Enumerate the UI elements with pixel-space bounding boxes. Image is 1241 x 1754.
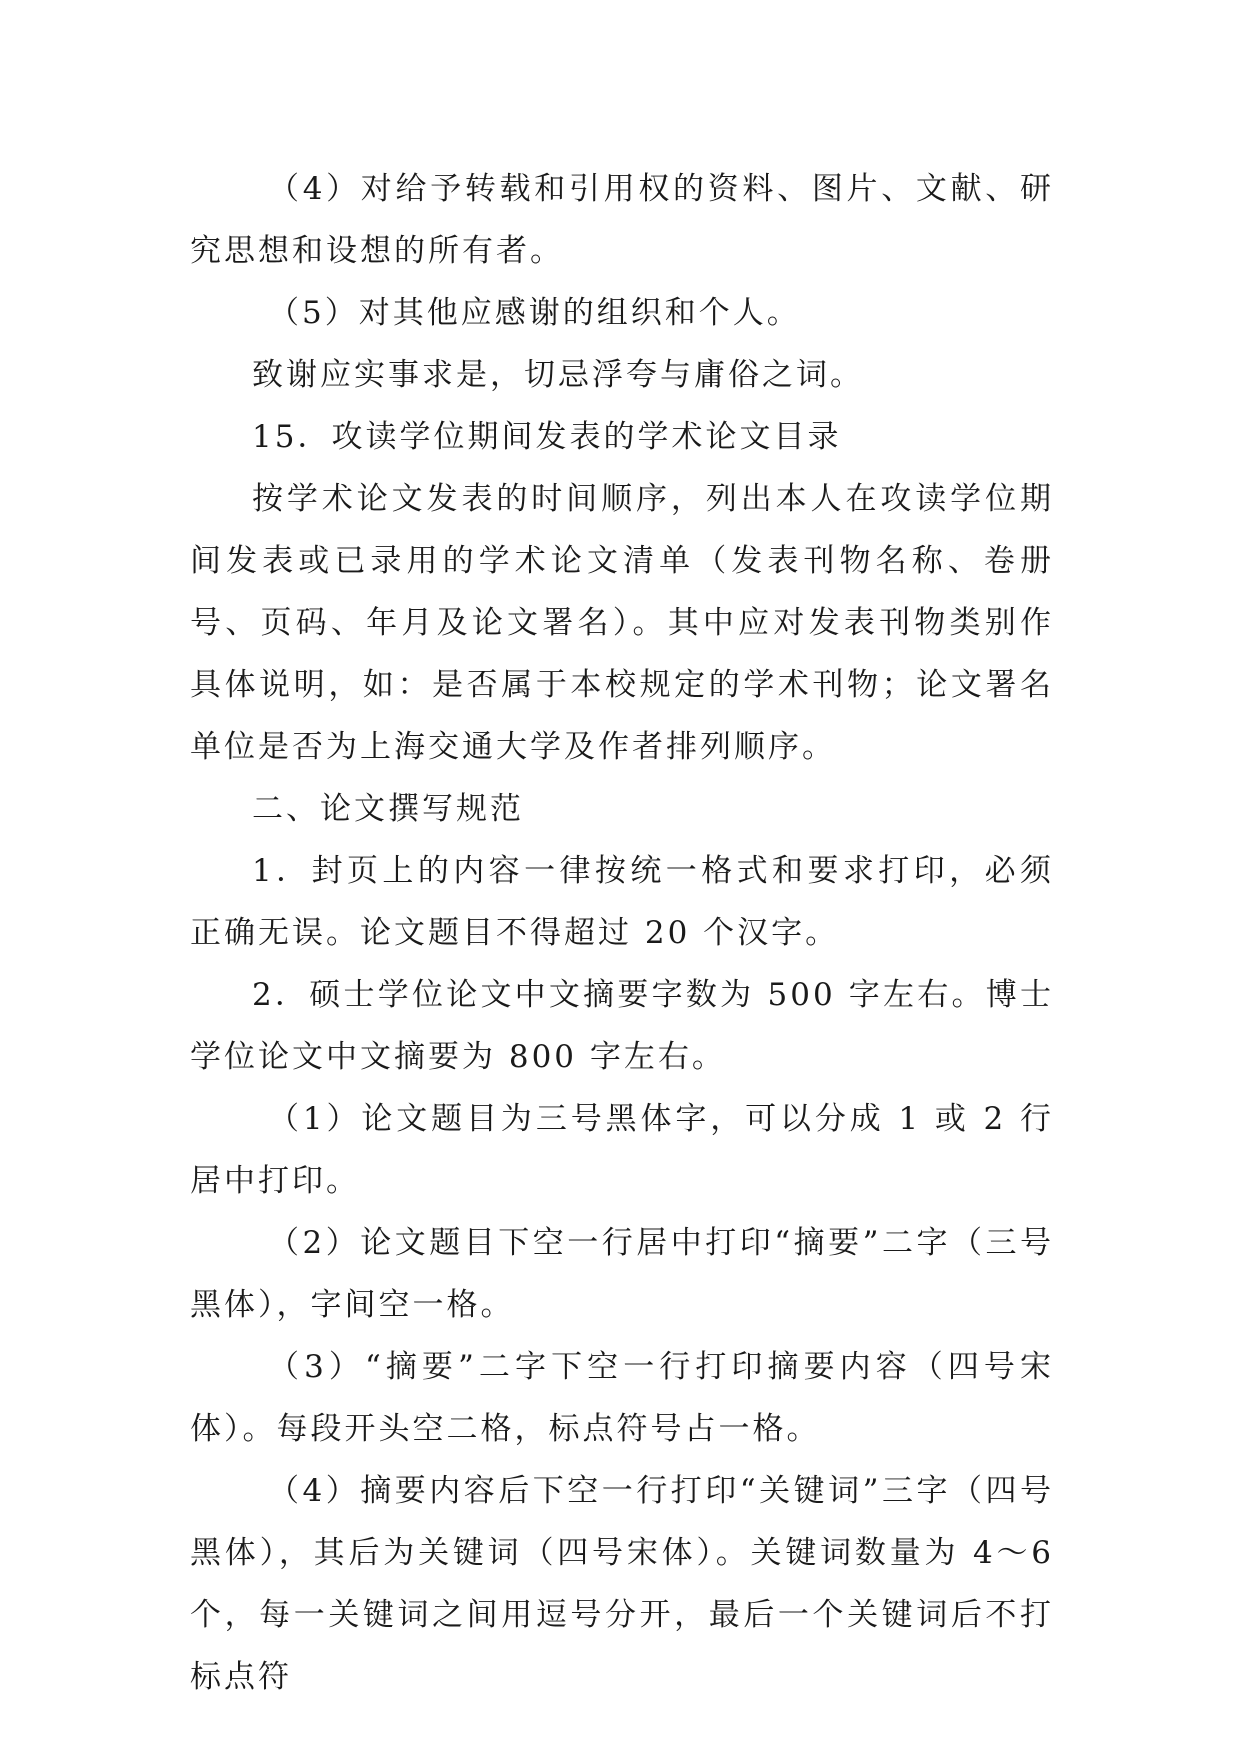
paragraph-cover-page: 1．封页上的内容一律按统一格式和要求打印，必须正确无误。论文题目不得超过 20 个汉字。 <box>190 853 1054 951</box>
paragraph-acknowledge-item-5: （5）对其他应感谢的组织和个人。 <box>268 295 801 331</box>
section-heading-writing-norms: 二、论文撰写规范 <box>252 791 524 827</box>
paragraph-abstract-item-3: （3）“摘要”二字下空一行打印摘要内容（四号宋体）。每段开头空二格，标点符号占一格。 <box>190 1349 1054 1447</box>
section-heading-15: 15．攻读学位期间发表的学术论文目录 <box>252 419 842 455</box>
paragraph-abstract-item-2: （2）论文题目下空一行居中打印“摘要”二字（三号黑体），字间空一格。 <box>190 1225 1054 1323</box>
paragraph-abstract-length: 2．硕士学位论文中文摘要字数为 500 字左右。博士学位论文中文摘要为 800 字左右。 <box>190 977 1054 1075</box>
paragraph-abstract-item-1: （1）论文题目为三号黑体字，可以分成 1 或 2 行居中打印。 <box>190 1101 1054 1199</box>
document-body <box>190 158 1054 1708</box>
paragraph-abstract-item-4: （4）摘要内容后下空一行打印“关键词”三字（四号黑体），其后为关键词（四号宋体）。关键词数量为 4～6 个，每一关键词之间用逗号分开，最后一个关键词后不打标点符 <box>190 1473 1054 1695</box>
paragraph-acknowledge-item-4: （4）对给予转载和引用权的资料、图片、文献、研究思想和设想的所有者。 <box>190 171 1054 269</box>
paragraph-publication-list: 按学术论文发表的时间顺序，列出本人在攻读学位期间发表或已录用的学术论文清单（发表刊物名称、卷册号、页码、年月及论文署名）。其中应对发表刊物类别作具体说明，如：是否属于本校规定的学术刊物；论文署名单位是否为上海交通大学及作者排列顺序。 <box>190 481 1054 765</box>
paragraph-acknowledge-note: 致谢应实事求是，切忌浮夸与庸俗之词。 <box>252 357 864 393</box>
